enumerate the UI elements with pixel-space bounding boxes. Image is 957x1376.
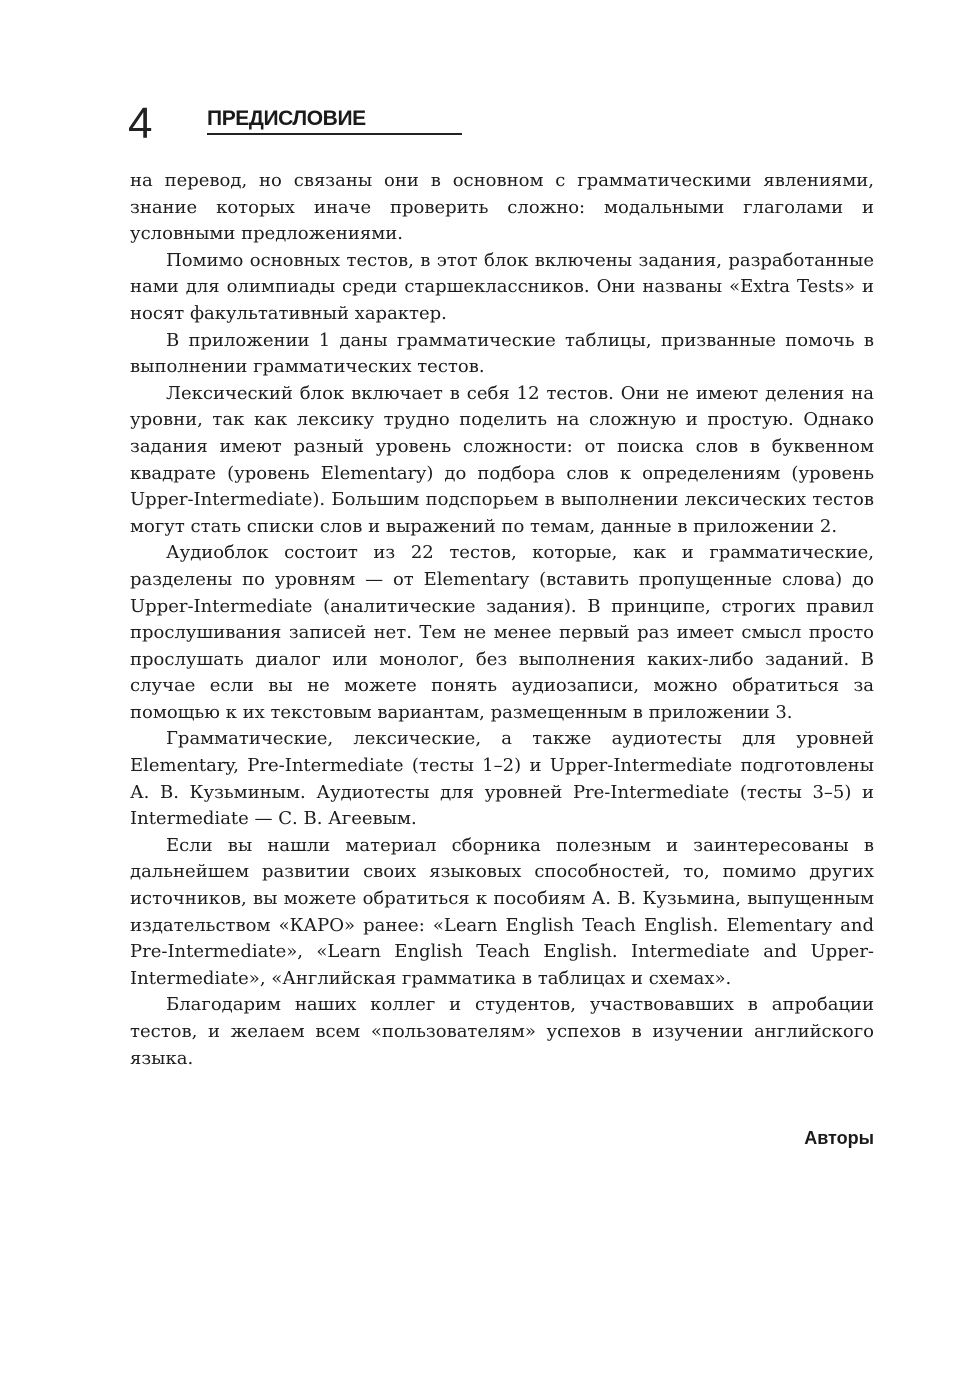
page-number: 4 [128,99,152,148]
paragraph-further-reading: Если вы нашли материал сборника полезным и заинтересованы в дальнейшем развитии своих языковых способностей, то, помимо других источников, вы можете обратиться к пособиям А. В. Кузьмина, выпущенным издательством «КАРО» ранее: «Learn English Teach English. Elementary and Pre-Intermediate», «Learn English Teach English. Intermediate and Upper-Intermediate», «Английская грамматика в таблицах и схемах». [130,834,874,989]
paragraph-audio-block: Аудиоблок состоит из 22 тестов, которые, как и грамматические, разделены по уровням — от Elementary (вставить пропущенные слова) до Upper-Intermediate (аналитические задания). В принципе, строгих правил прослушивания записей нет. Тем не менее первый раз имеет смысл просто прослушать диалог или монолог, без выполнения каких-либо заданий. В случае если вы не можете понять аудиозаписи, можно обратиться за помощью к их текстовым вариантам, размещенным в приложении 3. [130,542,874,723]
paragraph-appendix-1: В приложении 1 даны грамматические таблицы, призванные помочь в выполнении грамматических тестов. [130,329,874,378]
section-title: ПРЕДИСЛОВИЕ [207,107,366,130]
paragraph-thanks: Благодарим наших коллег и студентов, участвовавших в апробации тестов, и желаем всем «пользователям» успехов в изучении английского языка. [130,994,874,1069]
section-header [207,107,462,135]
paragraph-extra-tests: Помимо основных тестов, в этот блок включены задания, разработанные нами для олимпиады среди старшеклассников. Они названы «Extra Tests» и носят факультативный характер. [130,249,874,324]
paragraph-authors-credits: Грамматические, лексические, а также аудиотесты для уровней Elementary, Pre-Intermediate (тесты 1–2) и Upper-Intermediate подготовлены А. В. Кузьминым. Аудиотесты для уровней Pre-Intermediate (тесты 3–5) и Intermediate — С. В. Агеевым. [130,728,874,830]
signature: Авторы [804,1128,874,1148]
paragraph-continuation: на перевод, но связаны они в основном с грамматическими явлениями, знание которых иначе проверить сложно: модальными глаголами и условными предложениями. [130,170,874,245]
body-text [130,168,874,1072]
paragraph-lexical-block: Лексический блок включает в себя 12 тестов. Они не имеют деления на уровни, так как лексику трудно поделить на сложную и простую. Однако задания имеют разный уровень сложности: от поиска слов в буквенном квадрате (уровень Elementary) до подбора слов к определениям (уровень Upper-Intermediate). Большим подспорьем в выполнении лексических тестов могут стать списки слов и выражений по темам, данные в приложении 2. [130,382,874,537]
